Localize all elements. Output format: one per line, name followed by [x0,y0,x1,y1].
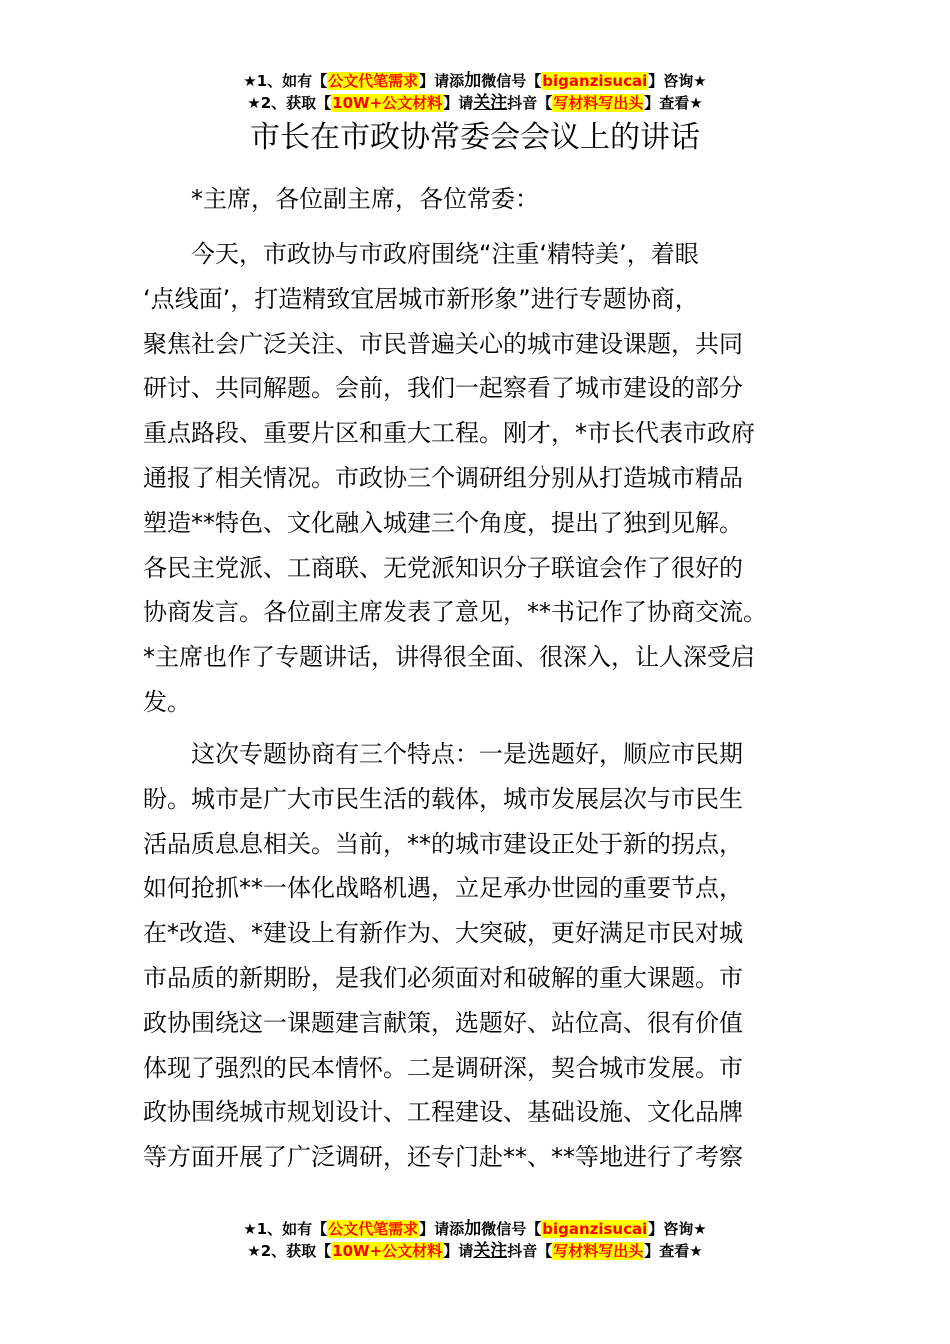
banner-text: 关注 [473,93,508,113]
paragraph-line: 在*改造、*建设上有新作为、大突破，更好满足市民对城 [143,919,743,948]
banner-text: ★2、获取【 [247,94,332,112]
salutation-line: *主席，各位副主席，各位常委： [191,185,539,213]
paragraph-1 [143,232,809,725]
paragraph-line: 研讨、共同解题。会前，我们一起察看了城市建设的部分 [143,374,743,403]
banner-text: 抖音【 [507,1242,553,1260]
paragraph-line: *主席也作了专题讲话，讲得很全面、很深入，让人深受启 [143,643,755,672]
paragraph-line: 塑造**特色、文化融入城建三个角度，提出了独到见解。 [143,508,743,537]
paragraph-line: 市品质的新期盼，是我们必须面对和破解的重大课题。市 [143,963,743,992]
banner-highlight-tag: 公文代笔需求 [328,72,419,90]
banner-highlight-tag: 公文代笔需求 [328,1220,419,1238]
paragraph-line: 通报了相关情况。市政协三个调研组分别从打造城市精品 [143,463,743,492]
banner-text: 】请添 [419,72,465,90]
paragraph-line: 等方面开展了广泛调研，还专门赴**、**等地进行了考察 [143,1143,743,1172]
paragraph-line: ‘点线面’，打造精致宜居城市新形象”进行专题协商， [143,284,699,313]
banner-text: 】请添 [419,1220,465,1238]
banner-text: 】请 [443,1242,474,1260]
banner-highlight-tag: 10W+公文材料 [332,1242,443,1260]
banner-line-1 [0,1218,950,1240]
banner-highlight-tag: 写材料写出头 [553,1242,644,1260]
paragraph-line: 协商发言。各位副主席发表了意见，**书记作了协商交流。 [143,598,767,627]
banner-text: ★1、如有【 [243,1220,328,1238]
banner-text: 】咨询★ [648,72,707,90]
paragraph-line: 政协围绕这一课题建言献策，选题好、站位高、很有价值 [143,1008,743,1037]
top-banner [0,70,950,114]
banner-text: ★2、获取【 [247,1242,332,1260]
banner-text: 加 [464,1219,482,1239]
paragraph-line: 体现了强烈的民本情怀。二是调研深，契合城市发展。市 [143,1053,743,1082]
banner-text: 】咨询★ [648,1220,707,1238]
banner-highlight-tag: biganzisucai [542,72,648,90]
paragraph-line: 发。 [143,687,191,716]
banner-text: 】查看★ [644,1242,703,1260]
paragraph-line: 各民主党派、工商联、无党派知识分子联谊会作了很好的 [143,553,743,582]
document-title: 市长在市政协常委会会议上的讲话 [250,120,700,155]
banner-line-2 [0,92,950,114]
banner-highlight-tag: biganzisucai [542,1220,648,1238]
banner-highlight-tag: 10W+公文材料 [332,94,443,112]
paragraph-2 [143,732,809,1180]
paragraph-line: 盼。城市是广大市民生活的载体，城市发展层次与市民生 [143,784,743,813]
bottom-banner [0,1218,950,1262]
paragraph-line: 重点路段、重要片区和重大工程。刚才，*市长代表市政府 [143,419,755,448]
banner-highlight-tag: 写材料写出头 [553,94,644,112]
banner-line-1 [0,70,950,92]
salutation [143,177,809,222]
banner-text: 】查看★ [644,94,703,112]
banner-text: 抖音【 [507,94,553,112]
banner-text: 微信号【 [481,1220,542,1238]
banner-text: 关注 [473,1241,508,1261]
paragraph-line: 如何抢抓**一体化战略机遇，立足承办世园的重要节点， [143,874,743,903]
paragraph-line: 今天，市政协与市政府围绕“注重‘精特美’，着眼 [191,240,699,268]
paragraph-line: 政协围绕城市规划设计、工程建设、基础设施、文化品牌 [143,1098,743,1127]
paragraph-line: 这次专题协商有三个特点：一是选题好，顺应市民期 [191,740,743,768]
banner-text: ★1、如有【 [243,72,328,90]
banner-line-2 [0,1240,950,1262]
banner-text: 】请 [443,94,474,112]
paragraph-line: 活品质息息相关。当前，**的城市建设正处于新的拐点， [143,829,743,858]
banner-text: 加 [464,71,482,91]
paragraph-line: 聚焦社会广泛关注、市民普遍关心的城市建设课题，共同 [143,329,743,358]
banner-text: 微信号【 [481,72,542,90]
